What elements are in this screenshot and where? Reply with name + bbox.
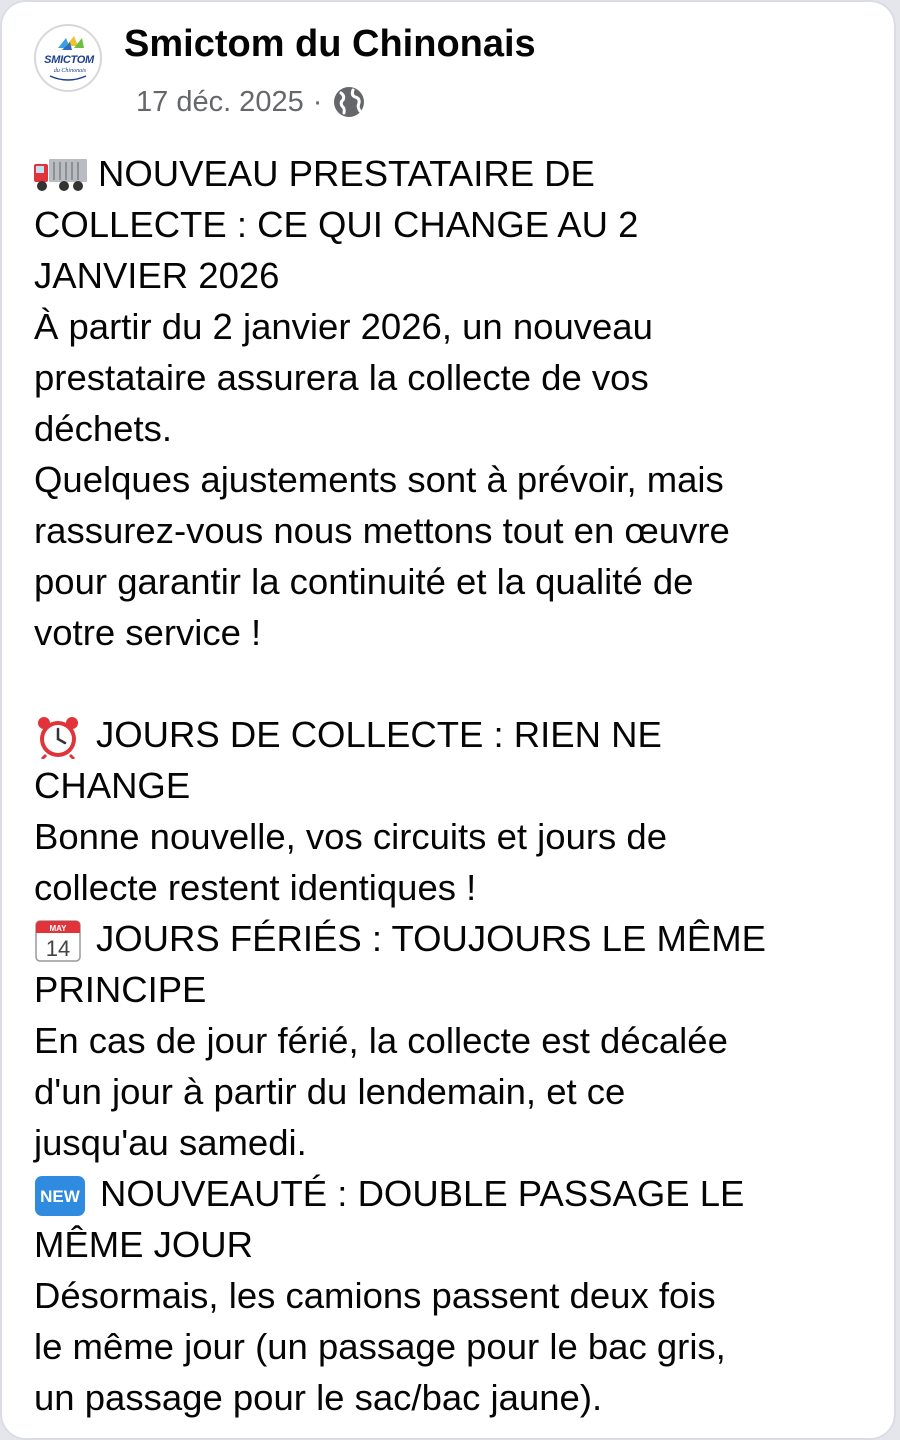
body-line: En cas de jour férié, la collecte est décalée [34,1020,728,1061]
body-line: jusqu'au samedi. [34,1122,307,1163]
body-line: pour garantir la continuité et la qualité de [34,561,694,602]
alarm-clock-icon [34,715,82,755]
body-line: Désormais, les camions passent deux fois [34,1275,716,1316]
new-badge-icon [34,1174,86,1214]
body-line: un passage pour le sac/bac jaune). [34,1377,603,1418]
post-meta [136,82,367,122]
heading-line [34,1168,884,1219]
heading-line [34,913,884,964]
meta-separator: · [312,86,323,118]
body-line: votre service ! [34,612,262,653]
calendar-icon [34,919,82,959]
logo-subtitle: du Chinonais [53,68,87,74]
calendar-day: 14 [45,935,71,961]
body-line: Bonne nouvelle, vos circuits et jours de [34,816,668,857]
body-line: PRINCIPE [34,969,207,1010]
body-line: d'un jour à partir du lendemain, et ce [34,1071,626,1112]
post-header [34,24,874,124]
body-line: prestataire assurera la collecte de vos [34,357,649,398]
body-line: NOUVEAUTÉ : DOUBLE PASSAGE LE [100,1173,745,1214]
globe-icon [331,84,367,120]
body-line: CHANGE [34,765,191,806]
truck-icon [34,154,88,194]
body-line: Quelques ajustements sont à prévoir, mais [34,459,724,500]
calendar-month: MAY [49,923,67,933]
avatar[interactable] [34,24,102,92]
heading-line [34,709,884,760]
body-line: À partir du 2 janvier 2026, un nouveau [34,306,653,347]
logo-wordmark: SMICTOM [44,54,94,66]
body-line: MÊME JOUR [34,1224,253,1265]
body-line: rassurez-vous nous mettons tout en œuvre [34,510,730,551]
new-badge-text: NEW [40,1186,80,1206]
body-line: COLLECTE : CE QUI CHANGE AU 2 [34,204,639,245]
body-line: NOUVEAU PRESTATAIRE DE [98,153,595,194]
page-name[interactable]: Smictom du Chinonais [124,23,536,65]
body-line: collecte restent identiques ! [34,867,477,908]
body-line: JOURS DE COLLECTE : RIEN NE [96,714,662,755]
post-message [34,148,884,1423]
heading-line [34,148,884,199]
body-line: JANVIER 2026 [34,255,280,296]
body-line: le même jour (un passage pour le bac gris, [34,1326,726,1367]
body-line: déchets. [34,408,172,449]
body-line: JOURS FÉRIÉS : TOUJOURS LE MÊME [96,918,766,959]
blank-line [34,658,884,709]
post-date[interactable]: 17 déc. 2025 [136,86,304,118]
